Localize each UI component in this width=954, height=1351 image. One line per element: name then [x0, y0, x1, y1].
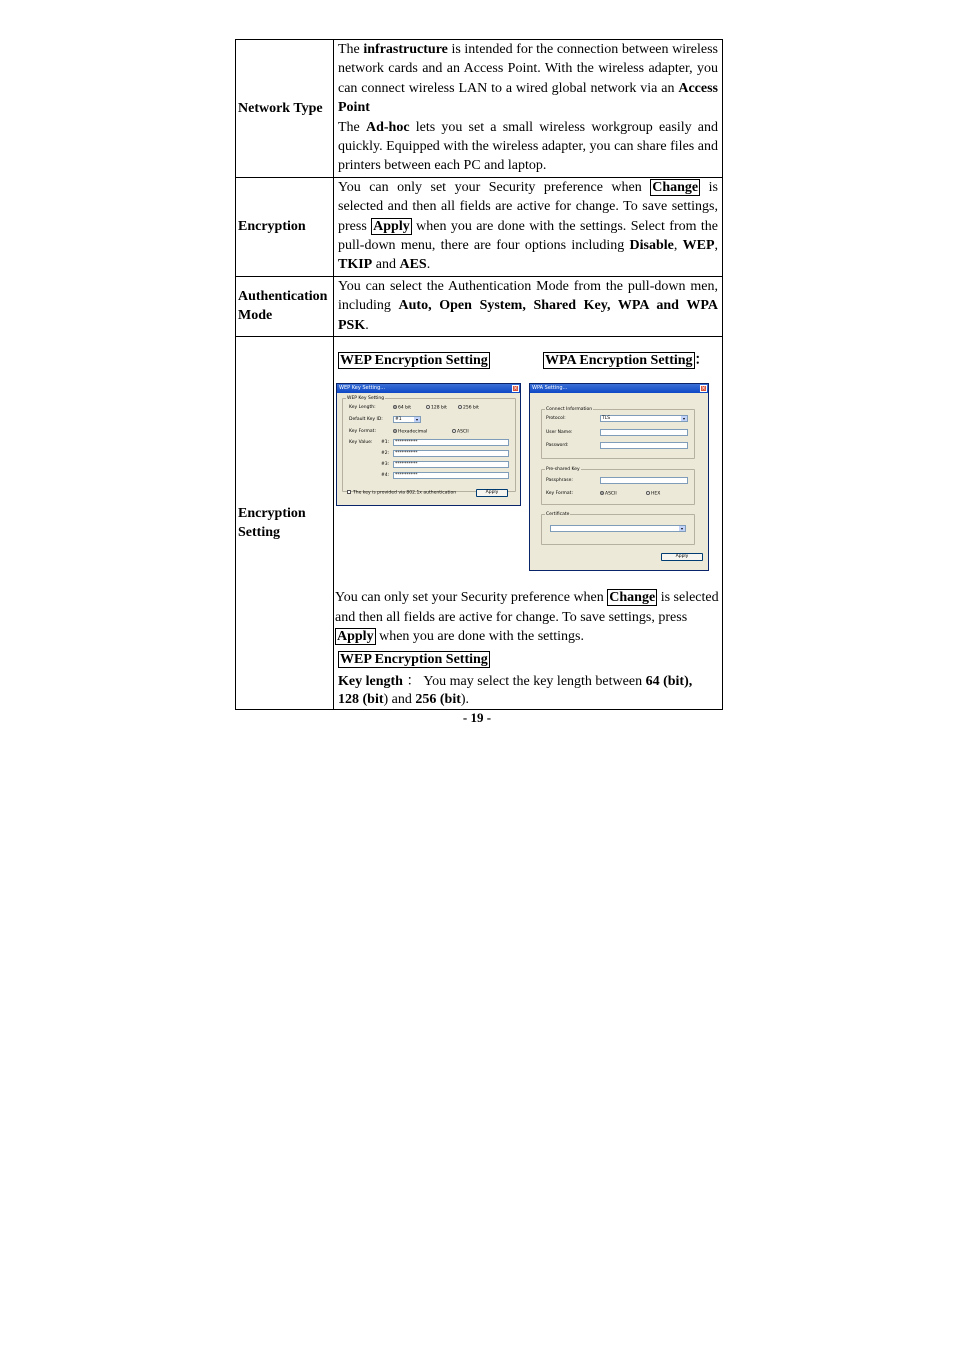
wep-header	[338, 352, 490, 370]
password-label: Password:	[546, 443, 569, 449]
key1-label: #1:	[381, 440, 390, 446]
text: You can select the Authentication Mode from the pull-down men, including	[338, 278, 718, 314]
row-desc-network-type	[334, 40, 723, 178]
row-desc-enc-setting	[334, 337, 723, 710]
text: ).	[460, 692, 470, 708]
label-line: Mode	[238, 308, 273, 324]
row-label-enc-setting	[236, 337, 334, 710]
radio-icon	[600, 491, 604, 495]
wep-dialog-title: WEP Key Setting...	[339, 385, 386, 392]
radio-icon	[393, 405, 397, 409]
radio-label: HEX	[651, 491, 661, 497]
label-line: Encryption	[238, 506, 306, 522]
cert-group-title: Certificate	[546, 512, 570, 518]
radio-icon	[452, 429, 456, 433]
radio-hex[interactable]	[393, 429, 427, 436]
wep-key-group	[342, 398, 516, 492]
wpa-header	[543, 352, 709, 370]
option-wep: WEP	[682, 238, 715, 254]
chevron-down-icon: ▾	[682, 416, 685, 422]
key-format-label: Key Format:	[349, 429, 376, 435]
text: lets you set a small wireless workgroup easily and quickly. Equipped with the wireless adapter, you can share files and printers between each PC and laptop.	[338, 119, 719, 174]
text: is selected and then all fields are active for change. To save settings, press	[338, 179, 718, 234]
value-128: 128 (bit	[338, 692, 384, 708]
user-name-field[interactable]	[600, 429, 688, 436]
key-length-label: Key Length:	[349, 405, 376, 411]
enc-setting-paragraph	[335, 588, 719, 647]
protocol-value: TLS	[602, 416, 611, 422]
radio-label: 64 bit	[398, 405, 412, 411]
protocol-label: Protocol:	[546, 416, 566, 422]
psk-group	[541, 469, 695, 505]
protocol-select[interactable]	[600, 415, 688, 422]
text: and	[372, 257, 400, 273]
value-256: 256 (bit	[415, 692, 461, 708]
auth-options: Auto, Open System, Shared Key, WPA and WPA PSK	[338, 298, 718, 333]
settings-table	[235, 39, 723, 710]
radio-128[interactable]	[426, 405, 447, 412]
radio-icon	[646, 491, 650, 495]
wep-dialog	[336, 383, 521, 506]
text: when you are done with the settings.	[375, 629, 584, 645]
key-length-paragraph	[338, 673, 716, 709]
option-disable: Disable	[629, 238, 674, 254]
text: The	[338, 42, 364, 57]
change-button-ref: Change	[652, 179, 699, 195]
wpa-dialog-title: WPA Setting...	[532, 385, 568, 392]
text: .	[426, 257, 431, 273]
default-key-select[interactable]	[393, 416, 421, 423]
wep-dialog-titlebar	[337, 384, 520, 393]
chevron-down-icon: ▾	[680, 526, 683, 532]
value-64: 64 (bit),	[645, 674, 693, 690]
option-aes: AES	[399, 257, 427, 273]
certificate-group	[541, 514, 695, 545]
certificate-select[interactable]	[550, 525, 686, 532]
radio-ascii[interactable]	[600, 491, 617, 498]
row-label-auth-mode	[236, 276, 334, 336]
table-row-auth-mode	[236, 276, 723, 336]
radio-ascii[interactable]	[452, 429, 469, 436]
text: You can only set your Security preference when	[335, 590, 608, 606]
connect-info-group	[541, 409, 695, 459]
radio-icon	[426, 405, 430, 409]
passphrase-field[interactable]	[600, 477, 688, 484]
row-desc-encryption	[334, 177, 723, 276]
default-key-label: Default Key ID:	[349, 417, 383, 423]
term-infrastructure: infrastructure	[363, 42, 448, 57]
apply-button-ref: Apply	[337, 629, 374, 645]
radio-label: ASCII	[605, 491, 617, 497]
radio-hex[interactable]	[646, 491, 660, 498]
wep-header-2	[338, 651, 490, 669]
radio-icon	[393, 429, 397, 433]
radio-label: Hexadecimal	[398, 429, 428, 435]
label-line: Authentication	[238, 289, 328, 305]
page-number: - 19 -	[462, 710, 492, 725]
row-label-network-type: Network Type	[236, 40, 334, 178]
key2-field[interactable]: **********	[393, 450, 509, 457]
key3-label: #3:	[381, 462, 390, 468]
password-field[interactable]	[600, 442, 688, 449]
key-value-label: Key Value:	[349, 440, 373, 446]
auth-checkbox[interactable]	[347, 490, 456, 497]
radio-64[interactable]	[393, 405, 411, 412]
radio-label: 256 bit	[463, 405, 479, 411]
text: You may select the key length between	[420, 674, 646, 690]
table-row-enc-setting	[236, 337, 723, 710]
default-key-value: #1	[395, 417, 402, 423]
key1-field[interactable]: **********	[393, 439, 509, 446]
text: The	[338, 119, 366, 135]
change-button-ref: Change	[609, 590, 656, 606]
radio-icon	[458, 405, 462, 409]
key-format-label: Key Format:	[546, 491, 573, 497]
wep-header-2-text: WEP Encryption Setting	[340, 652, 488, 668]
key2-label: #2:	[381, 451, 390, 457]
text: You can only set your Security preference when	[338, 179, 651, 195]
wep-apply-button[interactable]: Apply	[476, 489, 508, 497]
key4-field[interactable]: **********	[393, 472, 509, 479]
wpa-apply-button[interactable]: Apply	[661, 553, 703, 561]
connect-group-title: Connect Information	[546, 407, 593, 413]
text: ,	[714, 238, 718, 254]
text: ) and	[383, 692, 416, 708]
wpa-dialog	[529, 383, 709, 571]
apply-button-ref: Apply	[373, 218, 410, 234]
close-icon[interactable]: ×	[513, 385, 519, 393]
term-ad-hoc: Ad-hoc	[365, 119, 410, 135]
close-icon[interactable]: ×	[701, 385, 707, 393]
document-page	[235, 39, 723, 710]
key4-label: #4:	[381, 473, 390, 479]
table-row-network-type	[236, 40, 723, 178]
term-access-point: Access Point	[338, 80, 718, 116]
row-label-encryption: Encryption	[236, 177, 334, 276]
table-row-encryption	[236, 177, 723, 276]
wep-group-title: WEP Key Setting	[347, 396, 385, 402]
text: when you are done with the settings. Select from the pull-down menu, there are four options including	[338, 218, 718, 254]
colon: ：	[402, 674, 421, 690]
key-length-term: Key length	[338, 674, 403, 690]
enc-setting-content	[334, 337, 722, 709]
text: is selected and then all fields are active for change. To save settings, press	[335, 590, 719, 625]
chevron-down-icon: ▾	[415, 417, 418, 423]
wep-header-text: WEP Encryption Setting	[340, 353, 488, 369]
key3-field[interactable]: **********	[393, 461, 509, 468]
label-line: Setting	[238, 525, 280, 541]
radio-label: 128 bit	[431, 405, 447, 411]
checkbox-icon	[347, 490, 351, 494]
text: ,	[673, 238, 683, 254]
row-desc-auth-mode	[334, 276, 723, 336]
checkbox-label: The key is provided via 802.1x authentication	[353, 490, 457, 496]
radio-256[interactable]	[458, 405, 479, 412]
user-name-label: User Name:	[546, 430, 573, 436]
psk-group-title: Pre-shared Key	[546, 467, 580, 473]
colon: ：	[694, 353, 709, 369]
radio-label: ASCII	[457, 429, 469, 435]
wpa-dialog-titlebar	[530, 384, 708, 393]
text: is intended for the connection between wireless network cards and an Access Point. With the wireless adapter, you can connect wireless LAN to a wired global network via an	[338, 42, 718, 96]
wpa-header-text: WPA Encryption Setting	[545, 353, 693, 369]
option-tkip: TKIP	[338, 257, 373, 273]
passphrase-label: Passphrase:	[546, 478, 573, 484]
text: .	[365, 317, 369, 333]
